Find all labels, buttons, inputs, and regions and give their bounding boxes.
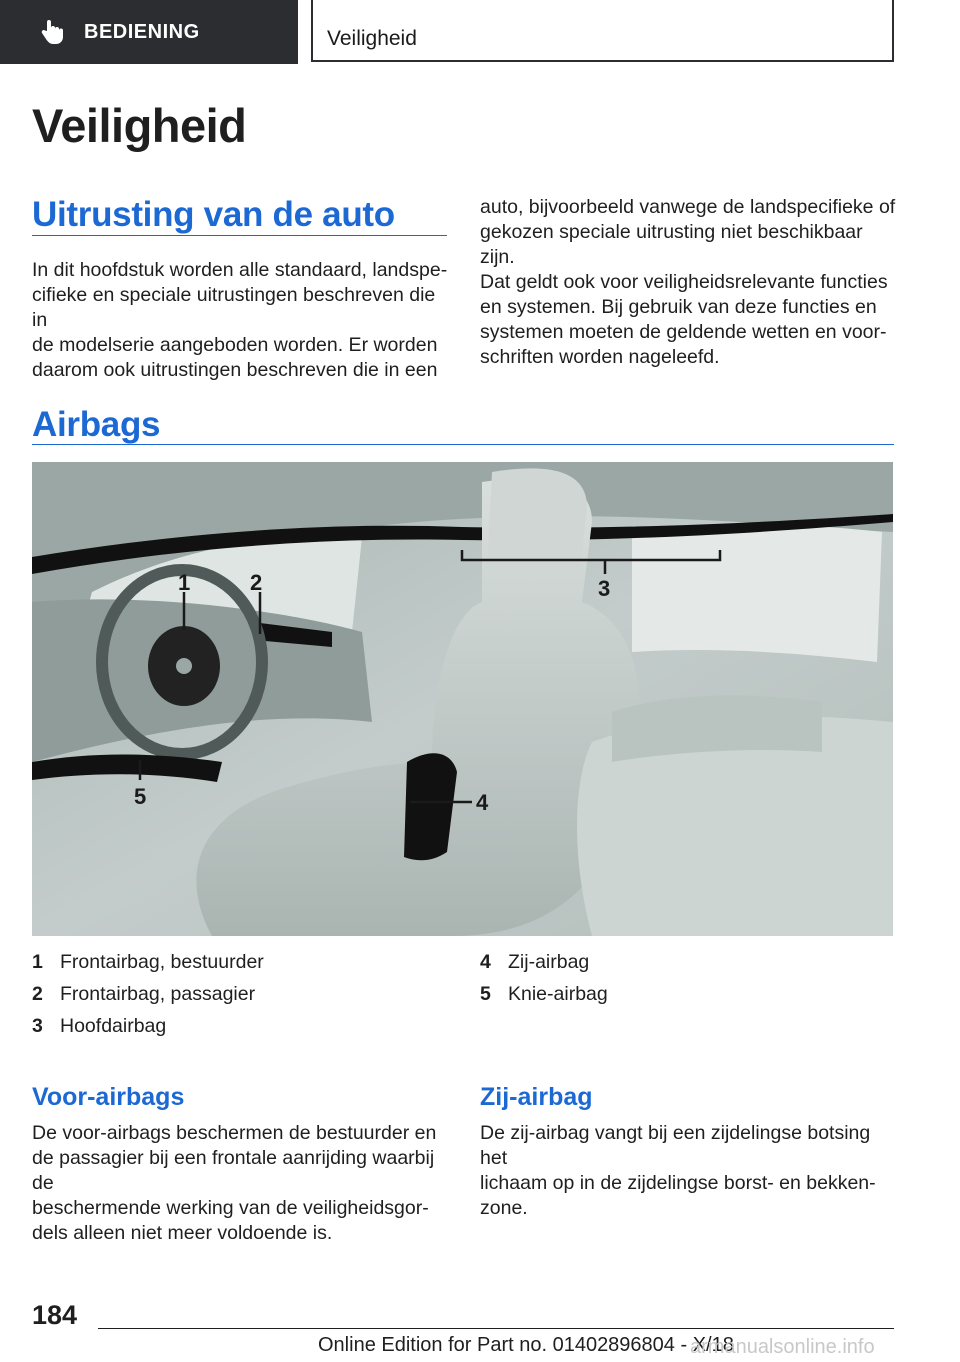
legend-num: 3 [32,1015,43,1037]
text-line: De zij-airbag vangt bij een zijdelingse botsing het [480,1122,871,1169]
text-line: en systemen. Bij gebruik van deze functies en [480,296,877,318]
watermark: armanualsonline.info [690,1336,875,1358]
legend-label: Frontairbag, passagier [60,983,256,1005]
hand-pointer-icon [38,17,68,47]
text-line: systemen moeten de geldende wetten en voor‐ [480,321,887,343]
text-line: de passagier bij een frontale aanrijding waarbij de [32,1147,435,1194]
heading-front-airbags: Voor-airbags [32,1083,185,1111]
text-line: lichaam op in de zijdelingse borst- en bekken‐ [480,1172,876,1194]
legend-item [32,978,264,1010]
chapter-label: BEDIENING [84,20,200,43]
callout-5: 5 [134,784,147,809]
paragraph-equipment-left [32,258,452,383]
text-line: de modelserie aangeboden worden. Er worden [32,334,438,356]
text-line: De voor-airbags beschermen de bestuurder en [32,1122,437,1144]
paragraph-front-airbags [32,1121,457,1246]
text-line: In dit hoofdstuk worden alle standaard, landspe‐ [32,259,448,281]
legend-item [32,1010,264,1042]
legend-item [480,946,608,978]
section-header [311,0,894,62]
text-line: zone. [480,1197,528,1219]
legend-num: 2 [32,983,43,1005]
callout-2: 2 [250,570,263,595]
text-line: auto, bijvoorbeeld vanwege de landspecifieke of [480,196,896,218]
edition-text: Online Edition for Part no. 01402896804 - X/18 [318,1334,734,1356]
legend-num: 1 [32,951,43,973]
text-line: schriften worden nageleefd. [480,346,720,368]
page-title: Veiligheid [32,99,247,152]
chapter-tab[interactable] [0,0,298,64]
legend-left [32,946,264,1042]
page-number: 184 [32,1300,78,1330]
text-line: daarom ook uitrustingen beschreven die in een [32,359,438,381]
text-line: dels alleen niet meer voldoende is. [32,1222,333,1244]
callout-1: 1 [178,570,191,595]
legend-num: 4 [480,951,491,973]
legend-right [480,946,608,1010]
heading-rule [32,444,894,445]
paragraph-equipment-right [480,195,900,370]
text-line: beschermende werking van de veiligheidsgor‐ [32,1197,429,1219]
paragraph-side-airbag [480,1121,900,1221]
text-line: Dat geldt ook voor veiligheidsrelevante functies [480,271,888,293]
legend-num: 5 [480,983,491,1005]
heading-rule [32,235,447,236]
text-line: cifieke en speciale uitrustingen beschreven die in [32,284,436,331]
legend-label: Hoofdairbag [60,1015,167,1037]
callout-3: 3 [598,576,611,601]
heading-airbags: Airbags [32,405,161,444]
legend-label: Frontairbag, bestuurder [60,951,264,973]
footer-rule [98,1328,894,1329]
heading-side-airbag: Zij-airbag [480,1083,593,1111]
legend-item [32,946,264,978]
legend-item [480,978,608,1010]
text-line: gekozen speciale uitrusting niet beschikbaar zijn. [480,221,863,268]
callout-4: 4 [476,790,489,815]
legend-label: Knie-airbag [508,983,608,1005]
airbag-illustration [32,462,893,936]
section-label: Veiligheid [327,27,417,50]
legend-label: Zij-airbag [508,951,590,973]
heading-equipment: Uitrusting van de auto [32,195,395,234]
